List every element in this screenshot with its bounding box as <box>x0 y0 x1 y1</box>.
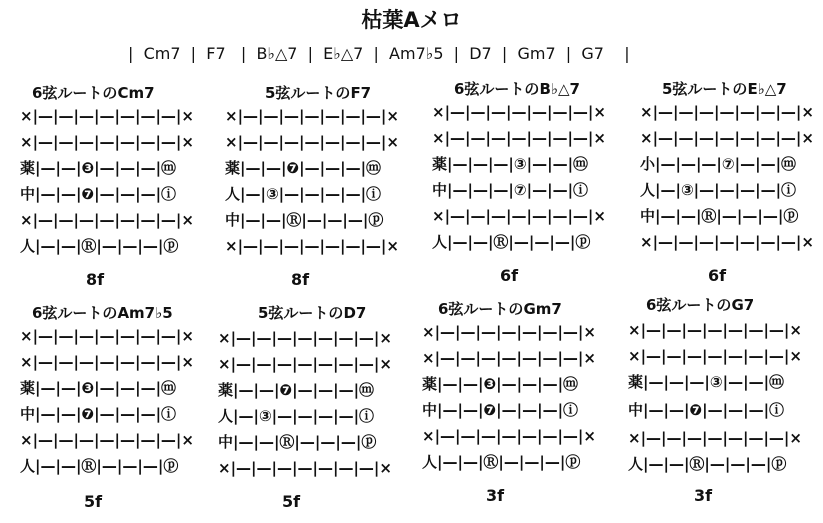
diagram-title: 5弦ルートのF7 <box>265 84 372 102</box>
string-row-6: ×|—|—|—|—|—|—|—|× <box>640 233 814 251</box>
string-row-6: ×|—|—|—|—|—|—|—|× <box>225 237 399 255</box>
string-row-3: 薬|—|—|—|③|—|—|ⓜ <box>628 373 785 391</box>
fret-position: 5f <box>84 492 103 511</box>
string-row-1: ×|—|—|—|—|—|—|—|× <box>628 321 802 339</box>
string-row-4: 中|—|—|—|⑦|—|—|ⓘ <box>432 181 589 199</box>
string-row-4: 人|—|③|—|—|—|—|ⓘ <box>640 181 797 199</box>
string-row-2: ×|—|—|—|—|—|—|—|× <box>628 347 802 365</box>
string-row-6: 人|—|—|Ⓡ|—|—|—|ⓟ <box>20 237 179 255</box>
page-title: 枯葉Aメロ <box>361 8 462 32</box>
string-row-1: ×|—|—|—|—|—|—|—|× <box>432 103 606 121</box>
string-row-3: 薬|—|—|❸|—|—|—|ⓜ <box>20 379 177 397</box>
string-row-6: 人|—|—|Ⓡ|—|—|—|ⓟ <box>628 455 787 473</box>
diagram-title: 6弦ルートのGm7 <box>438 300 562 318</box>
string-row-5: ×|—|—|—|—|—|—|—|× <box>20 431 194 449</box>
string-row-3: 薬|—|—|❼|—|—|—|ⓜ <box>218 381 375 399</box>
chord-diagram-gm7 <box>422 298 622 508</box>
string-row-3: 薬|—|—|❼|—|—|—|ⓜ <box>225 159 382 177</box>
string-row-6: ×|—|—|—|—|—|—|—|× <box>218 459 392 477</box>
diagram-title: 6弦ルートのCm7 <box>32 84 155 102</box>
string-row-2: ×|—|—|—|—|—|—|—|× <box>20 353 194 371</box>
string-row-5: ×|—|—|—|—|—|—|—|× <box>20 211 194 229</box>
string-row-2: ×|—|—|—|—|—|—|—|× <box>225 133 399 151</box>
string-row-5: 中|—|—|Ⓡ|—|—|—|ⓟ <box>218 433 377 451</box>
string-row-5: ×|—|—|—|—|—|—|—|× <box>628 429 802 447</box>
string-row-6: 人|—|—|Ⓡ|—|—|—|ⓟ <box>422 453 581 471</box>
string-row-4: 人|—|③|—|—|—|—|ⓘ <box>225 185 382 203</box>
string-row-4: 中|—|—|❼|—|—|—|ⓘ <box>20 185 177 203</box>
string-row-1: ×|—|—|—|—|—|—|—|× <box>20 107 194 125</box>
chord-diagram-ebmaj7 <box>640 78 823 288</box>
string-row-1: ×|—|—|—|—|—|—|—|× <box>218 329 392 347</box>
string-row-2: ×|—|—|—|—|—|—|—|× <box>20 133 194 151</box>
string-row-3: 薬|—|—|❸|—|—|—|ⓜ <box>20 159 177 177</box>
string-row-4: 中|—|—|❼|—|—|—|ⓘ <box>422 401 579 419</box>
string-row-3: 薬|—|—|❸|—|—|—|ⓜ <box>422 375 579 393</box>
chord-diagram-cm7 <box>20 82 220 292</box>
chord-progression: | Cm7 | F7 | B♭△7 | E♭△7 | Am7♭5 | D7 | Gm7 | G7 | <box>128 44 630 63</box>
string-row-2: ×|—|—|—|—|—|—|—|× <box>422 349 596 367</box>
string-row-1: ×|—|—|—|—|—|—|—|× <box>225 107 399 125</box>
string-row-4: 中|—|—|❼|—|—|—|ⓘ <box>20 405 177 423</box>
string-row-1: ×|—|—|—|—|—|—|—|× <box>640 103 814 121</box>
diagram-title: 6弦ルートのAm7♭5 <box>32 304 173 322</box>
string-row-2: ×|—|—|—|—|—|—|—|× <box>432 129 606 147</box>
string-row-6: 人|—|—|Ⓡ|—|—|—|ⓟ <box>20 457 179 475</box>
string-row-5: 中|—|—|Ⓡ|—|—|—|ⓟ <box>225 211 384 229</box>
string-row-3: 小|—|—|—|⑦|—|—|ⓜ <box>640 155 797 173</box>
string-row-5: ×|—|—|—|—|—|—|—|× <box>432 207 606 225</box>
fret-position: 6f <box>708 266 727 285</box>
diagram-title: 5弦ルートのD7 <box>258 304 367 322</box>
diagram-title: 5弦ルートのE♭△7 <box>662 80 787 98</box>
string-row-1: ×|—|—|—|—|—|—|—|× <box>422 323 596 341</box>
diagram-title: 6弦ルートのG7 <box>646 296 755 314</box>
fret-position: 8f <box>291 270 310 289</box>
string-row-1: ×|—|—|—|—|—|—|—|× <box>20 327 194 345</box>
string-row-3: 薬|—|—|—|③|—|—|ⓜ <box>432 155 589 173</box>
fret-position: 3f <box>694 486 713 505</box>
string-row-6: 人|—|—|Ⓡ|—|—|—|ⓟ <box>432 233 591 251</box>
chord-diagram-g7 <box>628 294 823 509</box>
string-row-5: ×|—|—|—|—|—|—|—|× <box>422 427 596 445</box>
fret-position: 6f <box>500 266 519 285</box>
diagram-title: 6弦ルートのB♭△7 <box>454 80 580 98</box>
string-row-5: 中|—|—|Ⓡ|—|—|—|ⓟ <box>640 207 799 225</box>
string-row-4: 人|—|③|—|—|—|—|ⓘ <box>218 407 375 425</box>
chord-diagram-bbmaj7 <box>432 78 632 288</box>
chord-diagram-am7b5 <box>20 302 220 512</box>
chord-diagram-d7 <box>218 302 418 512</box>
chord-diagram-f7 <box>225 82 425 292</box>
string-row-4: 中|—|—|❼|—|—|—|ⓘ <box>628 401 785 419</box>
string-row-2: ×|—|—|—|—|—|—|—|× <box>640 129 814 147</box>
fret-position: 5f <box>282 492 301 511</box>
string-row-2: ×|—|—|—|—|—|—|—|× <box>218 355 392 373</box>
fret-position: 3f <box>486 486 505 505</box>
fret-position: 8f <box>86 270 105 289</box>
